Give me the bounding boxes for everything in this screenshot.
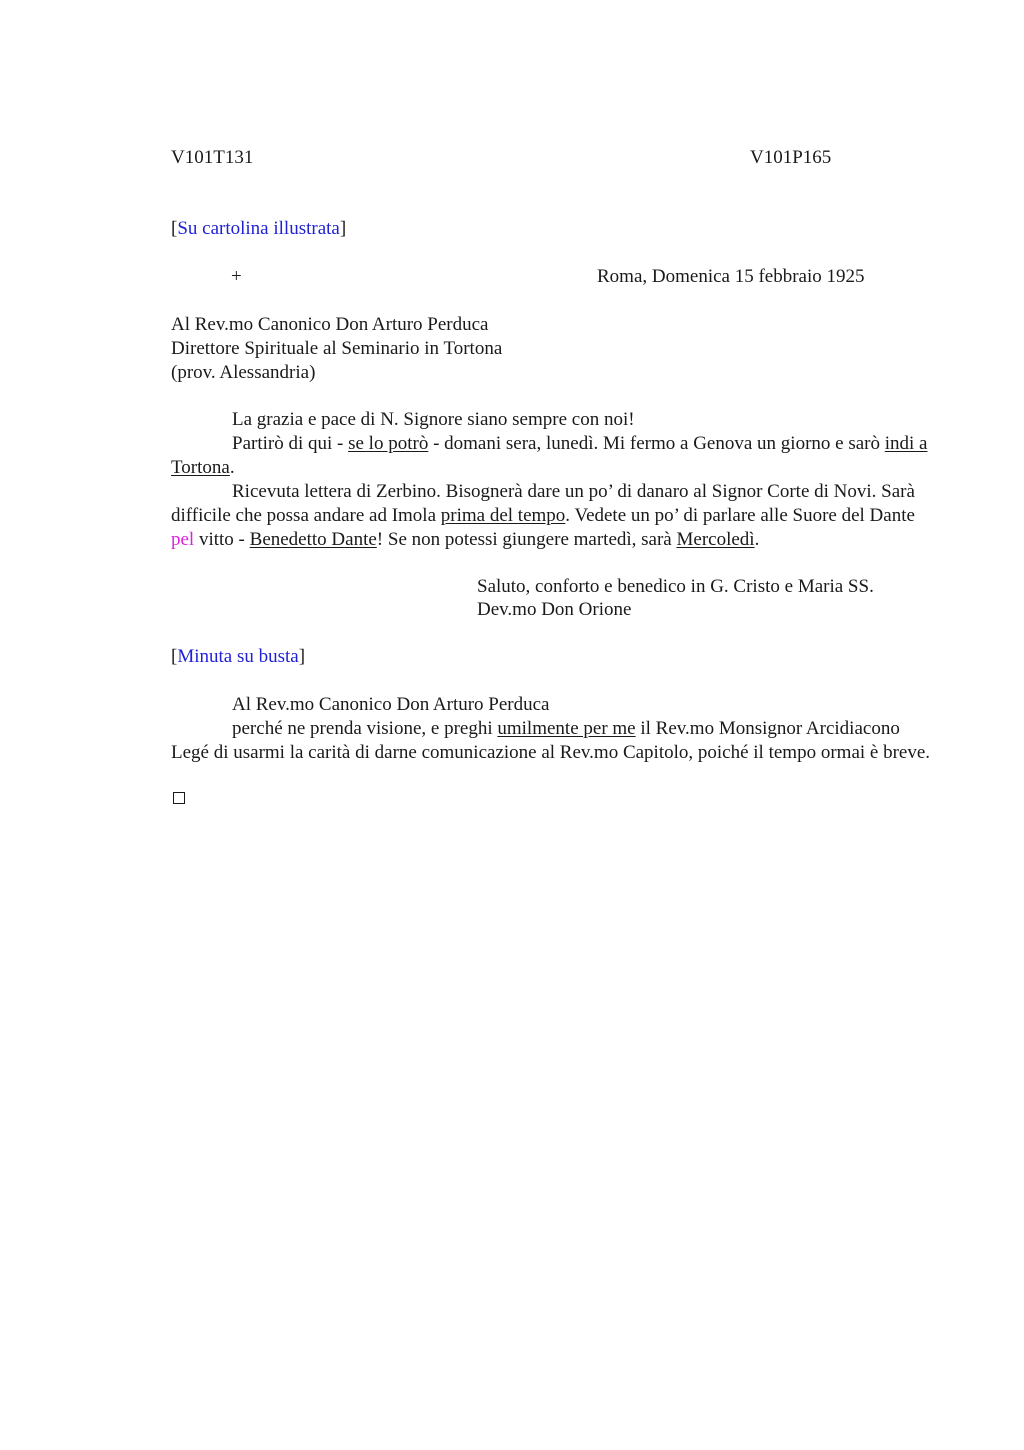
paragraph-departure: Partirò di qui - se lo potrò - domani sera, lunedì. Mi fermo a Genova un giorno e sarò indi a Tortona. (171, 433, 928, 478)
underlined-text: Benedetto Dante (249, 529, 377, 550)
bracket-open: [ (171, 218, 178, 239)
code-left: V101T131 (171, 147, 254, 168)
envelope-paragraph: perché ne prenda visione, e preghi umilmente per me il Rev.mo Monsignor Arcidiacono Legé di usarmi la carità di darne comunicazione al Rev.mo Capitolo, poiché il tempo ormai è breve. (171, 718, 931, 763)
envelope-address: Al Rev.mo Canonico Don Arturo Perduca (232, 694, 550, 715)
note-text: Su cartolina illustrata (177, 218, 340, 239)
bracket-close: ] (298, 646, 306, 667)
bracket-close: ] (339, 218, 347, 239)
paragraph-greeting: La grazia e pace di N. Signore siano sempre con noi! (232, 409, 635, 430)
cross-symbol: + (231, 266, 242, 287)
address-line: (prov. Alessandria) (171, 362, 316, 383)
section-note-envelope (171, 645, 305, 669)
address-line: Al Rev.mo Canonico Don Arturo Perduca (171, 314, 489, 335)
bracket-open: [ (171, 646, 178, 667)
section-note-postcard (171, 217, 346, 241)
address-block (171, 313, 931, 385)
underlined-text: se lo potrò (348, 433, 429, 454)
paragraph-letter: Ricevuta lettera di Zerbino. Bisognerà dare un po’ di danaro al Signor Corte di Novi. Sarà difficile che possa andare ad Imola prima del tempo. Vedete un po’ di parlare alle Suore del Dante pel vitto - Benedetto Dante! Se non potessi giungere martedì, sarà Mercoledì. (171, 481, 915, 550)
note-text: Minuta su busta (177, 646, 299, 667)
underlined-text: Mercoledì (676, 529, 755, 550)
envelope-text (171, 693, 931, 765)
place-date: Roma, Domenica 15 febbraio 1925 (597, 266, 865, 287)
underlined-text: prima del tempo (440, 505, 566, 526)
letter-body (171, 408, 931, 552)
signature: Dev.mo Don Orione (477, 599, 632, 620)
address-line: Direttore Spirituale al Seminario in Tortona (171, 338, 503, 359)
end-square-icon (173, 792, 185, 804)
underlined-text: indi a Tortona (171, 433, 928, 478)
closing-salutation: Saluto, conforto e benedico in G. Cristo e Maria SS. (477, 576, 874, 597)
highlighted-word: pel (171, 529, 195, 550)
underlined-text: umilmente per me (497, 718, 636, 739)
code-right: V101P165 (750, 147, 832, 168)
